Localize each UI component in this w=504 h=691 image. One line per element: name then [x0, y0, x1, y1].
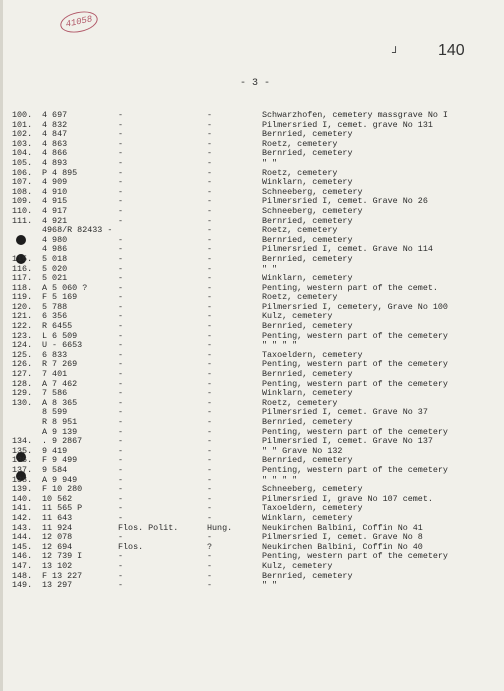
record-nationality: - — [207, 388, 213, 399]
record-nationality: - — [207, 474, 213, 485]
record-nationality: - — [207, 215, 213, 226]
record-index: 105. — [12, 157, 33, 168]
record-number: 5 021 — [42, 273, 68, 284]
record-burial-location: Bernried, cemetery — [262, 570, 353, 581]
record-burial-location: Schneeberg, cemetery — [262, 186, 363, 197]
record-index: 149. — [12, 580, 33, 591]
record-row — [12, 130, 498, 140]
record-nationality: - — [207, 580, 213, 591]
record-index: 135. — [12, 445, 33, 456]
record-burial-location: Taxoeldern, cemetery — [262, 349, 363, 360]
record-category: - — [118, 359, 124, 370]
record-number: 5 018 — [42, 253, 68, 264]
record-index: 142. — [12, 512, 33, 523]
record-burial-location: Bernried, cemetery — [262, 369, 353, 380]
record-index: 115. — [12, 253, 33, 264]
record-category: - — [118, 196, 124, 207]
record-row — [12, 360, 498, 370]
record-category: - — [118, 186, 124, 197]
record-number: 11 565 P — [42, 503, 83, 514]
record-number: 13 297 — [42, 580, 73, 591]
record-number: 4 893 — [42, 157, 68, 168]
record-nationality: - — [207, 378, 213, 389]
record-category: - — [118, 560, 124, 571]
record-category: - — [118, 330, 124, 341]
record-category: - — [118, 474, 124, 485]
record-category: - — [118, 493, 124, 504]
record-burial-location: Neukirchen Balbini, Coffin No 41 — [262, 522, 423, 533]
record-row — [12, 380, 498, 390]
record-nationality: - — [207, 407, 213, 418]
record-number: 4 986 — [42, 244, 68, 255]
record-category: - — [118, 215, 124, 226]
record-burial-location: Penting, western part of the cemetery — [262, 359, 448, 370]
record-nationality: - — [207, 311, 213, 322]
record-number: 4 980 — [42, 234, 68, 245]
record-burial-location: Pilmersried I, cemet. grave No 131 — [262, 119, 433, 130]
record-nationality: - — [207, 196, 213, 207]
record-number: 4 909 — [42, 177, 68, 188]
record-number: A 7 462 — [42, 378, 78, 389]
record-category: - — [118, 512, 124, 523]
record-row — [12, 476, 498, 486]
record-burial-location: Bernried, cemetery — [262, 148, 353, 159]
record-category: - — [118, 301, 124, 312]
record-number: P 4 895 — [42, 167, 78, 178]
record-nationality: - — [207, 234, 213, 245]
record-number: F 10 280 — [42, 484, 83, 495]
record-burial-location: Roetz, cemetery — [262, 138, 338, 149]
record-burial-location: Pilmersried I, cemet. Grave No 8 — [262, 532, 423, 543]
record-burial-location: Kulz, cemetery — [262, 311, 333, 322]
record-category: - — [118, 234, 124, 245]
record-row — [12, 121, 498, 131]
record-number: 4 915 — [42, 196, 68, 207]
record-category: - — [118, 426, 124, 437]
record-burial-location: Roetz, cemetery — [262, 397, 338, 408]
record-category: - — [118, 177, 124, 188]
record-category: - — [118, 503, 124, 514]
record-burial-location: Roetz, cemetery — [262, 292, 338, 303]
record-nationality: - — [207, 397, 213, 408]
record-nationality: - — [207, 321, 213, 332]
record-row — [12, 524, 498, 534]
record-burial-location: Bernried, cemetery — [262, 417, 353, 427]
record-category: - — [118, 407, 124, 418]
record-index: 148. — [12, 570, 33, 581]
record-index: 104. — [12, 148, 33, 159]
record-category: - — [118, 349, 124, 360]
record-row — [12, 466, 498, 476]
record-nationality: - — [207, 551, 213, 562]
record-nationality: - — [207, 157, 213, 168]
record-nationality: - — [207, 560, 213, 571]
record-number: 12 739 I — [42, 551, 83, 562]
record-burial-location: Neukirchen Balbini, Coffin No 40 — [262, 541, 423, 552]
page-mark: ┘ — [392, 46, 400, 60]
record-burial-location: Pilmersried I, cemet. Grave No 37 — [262, 407, 428, 418]
record-nationality: - — [207, 359, 213, 370]
record-index: 124. — [12, 340, 33, 351]
record-category: - — [118, 263, 124, 274]
record-number: U - 6653 — [42, 340, 83, 351]
record-row — [12, 581, 498, 591]
record-number: 11 924 — [42, 522, 73, 533]
record-category: - — [118, 369, 124, 380]
record-category: - — [118, 388, 124, 399]
record-row — [12, 562, 498, 572]
record-nationality: - — [207, 138, 213, 149]
record-number: 9 584 — [42, 464, 68, 475]
record-index: 134. — [12, 436, 33, 447]
record-category: - — [118, 205, 124, 216]
record-index: 102. — [12, 129, 33, 140]
record-nationality: - — [207, 282, 213, 293]
record-index: 108. — [12, 186, 33, 197]
record-category: - — [118, 129, 124, 140]
record-number: R 6455 — [42, 321, 73, 332]
record-number: 7 586 — [42, 388, 68, 399]
record-number: R 7 269 — [42, 359, 78, 370]
record-index: 120. — [12, 301, 33, 312]
record-burial-location: Kulz, cemetery — [262, 560, 333, 571]
record-burial-location: Penting, western part of the cemetery — [262, 378, 448, 389]
record-index: 138. — [12, 474, 33, 485]
record-row — [12, 140, 498, 150]
record-category: - — [118, 436, 124, 447]
record-number: 4 697 — [42, 110, 68, 120]
record-index: 146. — [12, 551, 33, 562]
record-number: A 9 949 — [42, 474, 78, 485]
record-nationality: - — [207, 426, 213, 437]
record-nationality: - — [207, 464, 213, 475]
record-row — [12, 437, 498, 447]
record-category: - — [118, 148, 124, 159]
record-number: 13 102 — [42, 560, 73, 571]
record-index: 137. — [12, 464, 33, 475]
record-row — [12, 284, 498, 294]
record-row — [12, 572, 498, 582]
record-number: 9 419 — [42, 445, 68, 456]
record-index: 119. — [12, 292, 33, 303]
record-index: 126. — [12, 359, 33, 370]
record-category: - — [118, 311, 124, 322]
record-burial-location: Bernried, cemetery — [262, 321, 353, 332]
record-number: F 5 169 — [42, 292, 78, 303]
record-nationality: - — [207, 512, 213, 523]
record-index: 145. — [12, 541, 33, 552]
record-row — [12, 245, 498, 255]
record-nationality: - — [207, 292, 213, 303]
record-burial-location: " " " " — [262, 340, 298, 351]
record-number: 4 866 — [42, 148, 68, 159]
record-nationality: - — [207, 129, 213, 140]
record-burial-location: Pilmersried I, cemet. Grave No 114 — [262, 244, 433, 255]
record-index: 129. — [12, 388, 33, 399]
record-category: - — [118, 417, 124, 427]
record-category: - — [118, 445, 124, 456]
record-row — [12, 207, 498, 217]
record-number: 6 833 — [42, 349, 68, 360]
record-burial-location: " " " " — [262, 474, 298, 485]
record-nationality: - — [207, 417, 213, 427]
record-index: 117. — [12, 273, 33, 284]
record-number: 4 847 — [42, 129, 68, 140]
record-nationality: - — [207, 455, 213, 466]
record-number: R 8 951 — [42, 417, 78, 427]
record-burial-location: Schneeberg, cemetery — [262, 484, 363, 495]
record-nationality: - — [207, 532, 213, 543]
record-number: 5 788 — [42, 301, 68, 312]
record-index: 101. — [12, 119, 33, 130]
record-burial-location: Pilmersried I, cemetery, Grave No 100 — [262, 301, 448, 312]
record-number: 12 078 — [42, 532, 73, 543]
record-index: 128. — [12, 378, 33, 389]
record-category: - — [118, 397, 124, 408]
record-index: 109. — [12, 196, 33, 207]
record-row — [12, 159, 498, 169]
record-burial-location: " " — [262, 263, 278, 274]
record-index: 143. — [12, 522, 33, 533]
record-burial-location: Penting, western part of the cemetery — [262, 551, 448, 562]
record-burial-location: Winklarn, cemetery — [262, 512, 353, 523]
record-nationality: - — [207, 273, 213, 284]
record-row — [12, 149, 498, 159]
record-index: 106. — [12, 167, 33, 178]
record-number: 4 917 — [42, 205, 68, 216]
record-number: 4968/R 82433 - — [42, 225, 113, 236]
record-burial-location: Roetz, cemetery — [262, 167, 338, 178]
record-number: L 6 509 — [42, 330, 78, 341]
record-index: 103. — [12, 138, 33, 149]
record-category: Flos. — [118, 541, 144, 552]
record-nationality: - — [207, 244, 213, 255]
record-burial-location: Roetz, cemetery — [262, 225, 338, 236]
record-index: 107. — [12, 177, 33, 188]
record-nationality: - — [207, 177, 213, 188]
record-row — [12, 178, 498, 188]
sheet-number: - 3 - — [240, 78, 271, 89]
record-index: 136. — [12, 455, 33, 466]
record-number: 4 921 — [42, 215, 68, 226]
record-row — [12, 447, 498, 457]
record-category: - — [118, 119, 124, 130]
record-nationality: - — [207, 186, 213, 197]
record-nationality: - — [207, 503, 213, 514]
record-number: 4 832 — [42, 119, 68, 130]
record-number: A 5 060 ? — [42, 282, 88, 293]
record-row — [12, 303, 498, 313]
record-nationality: - — [207, 253, 213, 264]
record-burial-location: Penting, western part of the cemetery — [262, 426, 448, 437]
record-number: 8 599 — [42, 407, 68, 418]
record-burial-location: Pilmersried I, grave No 107 cemet. — [262, 493, 433, 504]
record-burial-location: Bernried, cemetery — [262, 234, 353, 245]
record-row — [12, 514, 498, 524]
record-nationality: ? — [207, 541, 213, 552]
record-burial-location: Pilmersried I, cemet. Grave No 137 — [262, 436, 433, 447]
record-category: - — [118, 570, 124, 581]
record-category: - — [118, 484, 124, 495]
record-row — [12, 552, 498, 562]
record-list — [12, 111, 498, 591]
record-nationality: - — [207, 445, 213, 456]
record-nationality: - — [207, 330, 213, 341]
record-number: 11 643 — [42, 512, 73, 523]
record-category: - — [118, 253, 124, 264]
record-nationality: - — [207, 436, 213, 447]
record-burial-location: " " — [262, 580, 278, 591]
record-row — [12, 332, 498, 342]
record-burial-location: Winklarn, cemetery — [262, 177, 353, 188]
record-index: 122. — [12, 321, 33, 332]
record-number: 7 401 — [42, 369, 68, 380]
record-burial-location: Penting, western part of the cemet. — [262, 282, 438, 293]
record-burial-location: Penting, western part of the cemetery — [262, 464, 448, 475]
record-row — [12, 265, 498, 275]
record-row — [12, 197, 498, 207]
record-category: - — [118, 282, 124, 293]
record-row — [12, 504, 498, 514]
record-category: - — [118, 580, 124, 591]
record-number: 6 356 — [42, 311, 68, 322]
record-burial-location: Winklarn, cemetery — [262, 273, 353, 284]
record-number: A 9 139 — [42, 426, 78, 437]
archive-stamp: 41058 — [58, 8, 99, 35]
record-index: 141. — [12, 503, 33, 514]
record-burial-location: Penting, western part of the cemetery — [262, 330, 448, 341]
record-index: 118. — [12, 282, 33, 293]
record-burial-location: " " Grave No 132 — [262, 445, 343, 456]
record-index: 140. — [12, 493, 33, 504]
record-category: - — [118, 340, 124, 351]
record-burial-location: Pilmersried I, cemet. Grave No 26 — [262, 196, 428, 207]
record-nationality: - — [207, 148, 213, 159]
record-nationality: - — [207, 110, 213, 120]
record-row — [12, 341, 498, 351]
record-burial-location: Bernried, cemetery — [262, 129, 353, 140]
record-nationality: - — [207, 493, 213, 504]
record-burial-location: Winklarn, cemetery — [262, 388, 353, 399]
record-nationality: - — [207, 167, 213, 178]
record-burial-location: Bernried, cemetery — [262, 455, 353, 466]
record-category: - — [118, 532, 124, 543]
record-category: - — [118, 273, 124, 284]
record-number: 4 910 — [42, 186, 68, 197]
record-nationality: - — [207, 369, 213, 380]
record-number: 5 020 — [42, 263, 68, 274]
record-burial-location: Bernried, cemetery — [262, 253, 353, 264]
record-number: F 9 499 — [42, 455, 78, 466]
record-number: 4 863 — [42, 138, 68, 149]
record-row — [12, 312, 498, 322]
record-nationality: - — [207, 205, 213, 216]
record-category: - — [118, 321, 124, 332]
record-nationality: - — [207, 119, 213, 130]
record-row — [12, 226, 498, 236]
record-number: . 9 2867 — [42, 436, 83, 447]
record-index: 139. — [12, 484, 33, 495]
record-nationality: - — [207, 225, 213, 236]
record-nationality: - — [207, 263, 213, 274]
record-number: A 8 365 — [42, 397, 78, 408]
record-burial-location: Schwarzhofen, cemetery massgrave No I — [262, 110, 448, 120]
record-burial-location: Bernried, cemetery — [262, 215, 353, 226]
record-row — [12, 169, 498, 179]
record-category: - — [118, 167, 124, 178]
record-index: 121. — [12, 311, 33, 322]
record-category: - — [118, 551, 124, 562]
record-number: 10 562 — [42, 493, 73, 504]
record-number: F 13 227 — [42, 570, 83, 581]
record-nationality: - — [207, 349, 213, 360]
record-category: - — [118, 157, 124, 168]
record-category: - — [118, 378, 124, 389]
record-category: - — [118, 464, 124, 475]
record-nationality: Hung. — [207, 522, 233, 533]
record-index: 130. — [12, 397, 33, 408]
record-nationality: - — [207, 340, 213, 351]
record-nationality: - — [207, 301, 213, 312]
record-nationality: - — [207, 484, 213, 495]
record-row — [12, 533, 498, 543]
record-index: 116. — [12, 263, 33, 274]
record-category: - — [118, 138, 124, 149]
page-edge — [0, 0, 3, 691]
record-index: 147. — [12, 560, 33, 571]
record-index: 100. — [12, 110, 33, 120]
record-burial-location: Schneeberg, cemetery — [262, 205, 363, 216]
record-index: 144. — [12, 532, 33, 543]
record-index: 123. — [12, 330, 33, 341]
record-row — [12, 408, 498, 418]
record-category: - — [118, 455, 124, 466]
record-burial-location: Taxoeldern, cemetery — [262, 503, 363, 514]
record-index: 127. — [12, 369, 33, 380]
record-index: 110. — [12, 205, 33, 216]
record-burial-location: " " — [262, 157, 278, 168]
record-row — [12, 389, 498, 399]
record-row — [12, 495, 498, 505]
record-category: - — [118, 292, 124, 303]
record-row — [12, 255, 498, 265]
record-category: - — [118, 110, 124, 120]
record-index: 111. — [12, 215, 33, 226]
record-nationality: - — [207, 570, 213, 581]
record-category: Flos. Polit. — [118, 522, 179, 533]
record-category: - — [118, 244, 124, 255]
page-number: 140 — [438, 42, 465, 59]
record-index: 125. — [12, 349, 33, 360]
record-number: 12 694 — [42, 541, 73, 552]
